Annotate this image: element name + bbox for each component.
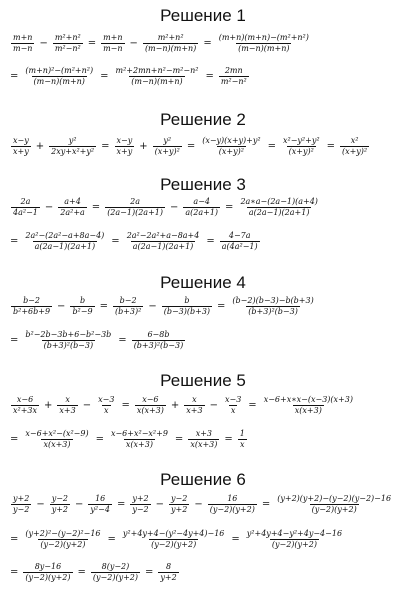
numerator: 2a∗a−(2a−1)(a+4) xyxy=(240,197,318,206)
fraction xyxy=(96,396,116,415)
denominator: (2a−1)(2a+1) xyxy=(107,208,163,217)
fraction xyxy=(200,137,262,156)
numerator: 2a²−2a²+a−8a+4 xyxy=(126,231,200,240)
denominator: m²−n² xyxy=(54,44,81,53)
numerator: b²−2b−3b+6−b²−3b xyxy=(25,330,112,339)
denominator: m−n xyxy=(103,44,123,53)
operator: − xyxy=(57,300,66,312)
fraction xyxy=(217,34,311,53)
operator: − xyxy=(82,399,92,411)
denominator: 2xy+x²+y² xyxy=(51,147,95,156)
fraction xyxy=(183,198,220,217)
denominator: (x+y)² xyxy=(218,147,244,156)
numerator: m²+n² xyxy=(54,33,81,42)
numerator: 16 xyxy=(227,494,238,503)
denominator: a(2a−1)(2a+1) xyxy=(132,242,194,251)
fraction xyxy=(53,34,83,53)
denominator: (b+3)²(b−3) xyxy=(133,341,184,350)
fraction xyxy=(23,232,106,251)
fraction xyxy=(11,297,52,316)
denominator: x(x+3) xyxy=(43,440,71,449)
fraction xyxy=(143,34,198,53)
fraction xyxy=(105,198,165,217)
denominator: y²−4 xyxy=(90,505,110,514)
denominator: (m−n)(m+n) xyxy=(144,44,197,53)
fraction xyxy=(23,530,102,549)
equation-line xyxy=(10,430,402,449)
numerator: y+2 xyxy=(132,494,149,503)
numerator: x−3 xyxy=(98,395,115,404)
equals-sign: = xyxy=(10,433,19,445)
fraction xyxy=(132,331,186,350)
equation-line xyxy=(10,198,402,217)
fraction xyxy=(115,137,135,156)
operator: − xyxy=(209,399,218,411)
denominator: a(2a−1)(2a+1) xyxy=(248,208,310,217)
operator: = xyxy=(206,235,215,247)
numerator: x−y xyxy=(13,136,29,145)
fraction xyxy=(49,137,96,156)
denominator: y−2 xyxy=(13,505,30,514)
fraction xyxy=(113,297,143,316)
numerator: y−2 xyxy=(171,494,188,503)
solution-1-title: Решение 1 xyxy=(160,6,246,25)
denominator: x(x+3) xyxy=(125,440,153,449)
fraction xyxy=(220,232,260,251)
fraction xyxy=(121,530,227,549)
numerator: x−6+x²−x²+9 xyxy=(110,429,168,438)
operator: = xyxy=(77,566,86,578)
denominator: x+3 xyxy=(186,406,203,415)
operator: = xyxy=(111,235,120,247)
denominator: a(2a+1) xyxy=(185,208,219,217)
fraction xyxy=(125,232,202,251)
equals-sign: = xyxy=(10,334,19,346)
denominator: (y−2)(y+2) xyxy=(92,573,138,582)
numerator: a+4 xyxy=(64,197,81,206)
denominator: y+2 xyxy=(171,505,188,514)
equation-line xyxy=(10,530,402,549)
numerator: (y+2)(y+2)−(y−2)(y−2)−16 xyxy=(277,494,392,503)
fraction xyxy=(238,198,319,217)
denominator: (y−2)(y+2) xyxy=(25,573,71,582)
denominator: x xyxy=(104,406,109,415)
denominator: 4a²−1 xyxy=(13,208,38,217)
operator: = xyxy=(186,140,196,152)
fraction xyxy=(275,495,393,514)
denominator: b²+6b+9 xyxy=(13,307,51,316)
denominator: (m−n)(m+n) xyxy=(131,77,183,86)
numerator: x−6+x∗x−(x−3)(x+3) xyxy=(263,395,353,404)
operator: = xyxy=(261,498,271,510)
numerator: x−6 xyxy=(142,395,159,404)
denominator: (b+3)² xyxy=(114,307,142,316)
denominator: x xyxy=(230,406,236,415)
numerator: 16 xyxy=(95,494,106,503)
fraction xyxy=(91,563,140,582)
numerator: 8 xyxy=(166,562,172,571)
solution-3-title: Решение 3 xyxy=(160,175,246,194)
operator: − xyxy=(39,37,48,49)
numerator: b−2 xyxy=(119,296,137,305)
denominator: (y−2)(y+2) xyxy=(271,540,317,549)
fraction xyxy=(109,430,170,449)
numerator: 1 xyxy=(239,429,245,438)
fraction xyxy=(70,297,94,316)
denominator: x+3 xyxy=(59,406,76,415)
fraction xyxy=(184,396,204,415)
numerator: m²+n² xyxy=(157,33,184,42)
operator: = xyxy=(326,140,335,152)
operator: = xyxy=(205,70,214,82)
equation-line xyxy=(10,67,402,86)
fraction xyxy=(208,495,257,514)
equation-line xyxy=(10,396,402,415)
equals-sign: = xyxy=(10,533,19,545)
denominator: m²−n² xyxy=(220,77,247,86)
solution-2-title: Решение 2 xyxy=(160,110,246,129)
operator: = xyxy=(118,334,127,346)
denominator: m−n xyxy=(13,44,33,53)
denominator: (y−2)(y+2) xyxy=(40,540,86,549)
equation-line xyxy=(10,34,402,53)
denominator: (x+y)² xyxy=(341,147,368,156)
fraction xyxy=(88,495,112,514)
denominator: (b−3)(b+3) xyxy=(163,307,211,316)
operator: = xyxy=(174,433,184,445)
numerator: m+n xyxy=(103,33,123,42)
denominator: x(x+3) xyxy=(190,440,218,449)
equals-sign: = xyxy=(10,70,19,82)
operator: = xyxy=(267,140,276,152)
equation-line xyxy=(10,495,402,514)
fraction xyxy=(281,137,322,156)
operator: − xyxy=(148,300,157,312)
fraction xyxy=(11,396,39,415)
fraction xyxy=(11,495,31,514)
fraction xyxy=(101,34,124,53)
numerator: x² xyxy=(350,136,359,145)
denominator: x+y xyxy=(116,147,133,156)
numerator: m²+2mn+n²−m²−n² xyxy=(115,66,199,75)
fraction xyxy=(11,198,40,217)
equation-line xyxy=(10,297,402,316)
denominator: (x+y)² xyxy=(154,147,180,156)
numerator: m+n xyxy=(13,33,33,42)
denominator: y+2 xyxy=(51,505,69,514)
operator: − xyxy=(155,498,165,510)
operator: = xyxy=(87,37,97,49)
fraction xyxy=(135,396,166,415)
denominator: x(x+3) xyxy=(294,406,322,415)
operator: = xyxy=(107,533,116,545)
numerator: x−3 xyxy=(224,395,242,404)
denominator: a(4a²−1) xyxy=(221,242,258,251)
fraction xyxy=(158,563,178,582)
operator: = xyxy=(116,498,126,510)
denominator: (b+3)²(b−3) xyxy=(43,341,94,350)
operator: − xyxy=(75,498,84,510)
numerator: x+3 xyxy=(195,429,212,438)
denominator: (m−n)(m+n) xyxy=(33,77,85,86)
numerator: (m+n)(m+n)−(m²+n²) xyxy=(218,33,309,42)
numerator: x−y xyxy=(116,136,133,145)
operator: − xyxy=(129,37,138,49)
equals-sign: = xyxy=(10,566,19,578)
numerator: y+2 xyxy=(13,494,30,503)
numerator: y²+4y+4−(y²−4y+4)−16 xyxy=(122,529,225,538)
operator: = xyxy=(224,433,233,445)
numerator: 2mn xyxy=(224,66,243,75)
fraction xyxy=(238,430,247,449)
fraction xyxy=(245,530,344,549)
operator: = xyxy=(231,533,240,545)
fraction xyxy=(11,137,31,156)
numerator: y² xyxy=(68,136,77,145)
operator: = xyxy=(225,201,234,213)
denominator: x+y xyxy=(13,147,29,156)
denominator: x²+3x xyxy=(13,406,38,415)
numerator: b xyxy=(184,296,190,305)
equation-line xyxy=(10,137,402,156)
fraction xyxy=(153,137,182,156)
operator: − xyxy=(194,498,203,510)
denominator: (y−2)(y+2) xyxy=(151,540,197,549)
numerator: x²−y²+y² xyxy=(282,136,320,145)
operator: = xyxy=(217,300,226,312)
fraction xyxy=(130,495,150,514)
solution-5-title: Решение 5 xyxy=(160,371,246,390)
denominator: x(x+3) xyxy=(136,406,164,415)
solution-4-title: Решение 4 xyxy=(160,273,246,292)
fraction xyxy=(23,67,95,86)
fraction xyxy=(188,430,219,449)
operator: − xyxy=(44,201,54,213)
numerator: 4−7a xyxy=(228,231,251,240)
numerator: (y+2)²−(y−2)²−16 xyxy=(25,529,101,538)
denominator: y+2 xyxy=(160,573,177,582)
numerator: 2a xyxy=(20,197,31,206)
operator: − xyxy=(36,498,45,510)
equals-sign: = xyxy=(10,235,19,247)
fraction xyxy=(23,430,90,449)
denominator: y−2 xyxy=(132,505,149,514)
numerator: y−2 xyxy=(51,494,69,503)
denominator: (b+3)²(b−3) xyxy=(248,307,298,316)
numerator: 2a xyxy=(130,197,141,206)
fraction xyxy=(57,396,77,415)
numerator: 8(y−2) xyxy=(101,562,130,571)
fraction xyxy=(23,563,72,582)
denominator: a(2a−1)(2a+1) xyxy=(34,242,96,251)
numerator: (x−y)(x+y)+y² xyxy=(202,136,261,145)
equation-line xyxy=(10,563,402,582)
fraction xyxy=(162,297,212,316)
numerator: x−6+x²−(x²−9) xyxy=(25,429,89,438)
numerator: x xyxy=(192,395,197,404)
fraction xyxy=(58,198,87,217)
numerator: b−2 xyxy=(23,296,40,305)
operator: = xyxy=(145,566,154,578)
operator: + xyxy=(170,399,180,411)
numerator: y²+4y+4−y²+4y−4−16 xyxy=(246,529,343,538)
fraction xyxy=(223,396,243,415)
fraction xyxy=(113,67,200,86)
denominator: (y−2)(y+2) xyxy=(311,505,357,514)
equation-line xyxy=(10,232,402,251)
numerator: 6−8b xyxy=(147,330,170,339)
operator: = xyxy=(203,37,212,49)
denominator: b²−9 xyxy=(72,307,93,316)
equation-line xyxy=(10,331,402,350)
operator: = xyxy=(100,70,109,82)
fraction xyxy=(219,67,249,86)
fraction xyxy=(11,34,34,53)
fraction xyxy=(50,495,70,514)
operator: = xyxy=(121,399,130,411)
denominator: (m−n)(m+n) xyxy=(238,44,290,53)
numerator: y² xyxy=(163,136,172,145)
operator: + xyxy=(35,140,45,152)
operator: = xyxy=(99,300,108,312)
denominator: (x+y)² xyxy=(288,147,314,156)
numerator: x xyxy=(65,395,70,404)
operator: + xyxy=(44,399,53,411)
solution-6-title: Решение 6 xyxy=(160,470,246,489)
operator: + xyxy=(139,140,148,152)
numerator: (b−2)(b−3)−b(b+3) xyxy=(232,296,314,305)
operator: = xyxy=(248,399,257,411)
denominator: x xyxy=(240,440,245,449)
operator: − xyxy=(169,201,179,213)
numerator: b xyxy=(79,296,86,305)
numerator: 8y−16 xyxy=(34,562,62,571)
numerator: (m+n)²−(m²+n²) xyxy=(25,66,94,75)
fraction xyxy=(340,137,369,156)
numerator: a−4 xyxy=(193,197,210,206)
numerator: 2a²−(2a²−a+8a−4) xyxy=(25,231,105,240)
fraction xyxy=(169,495,189,514)
fraction xyxy=(230,297,315,316)
operator: = xyxy=(91,201,101,213)
operator: = xyxy=(101,140,110,152)
denominator: 2a²+a xyxy=(60,208,85,217)
numerator: x−6 xyxy=(16,395,34,404)
operator: = xyxy=(95,433,104,445)
denominator: (y−2)(y+2) xyxy=(209,505,255,514)
fraction xyxy=(262,396,355,415)
fraction xyxy=(23,331,113,350)
